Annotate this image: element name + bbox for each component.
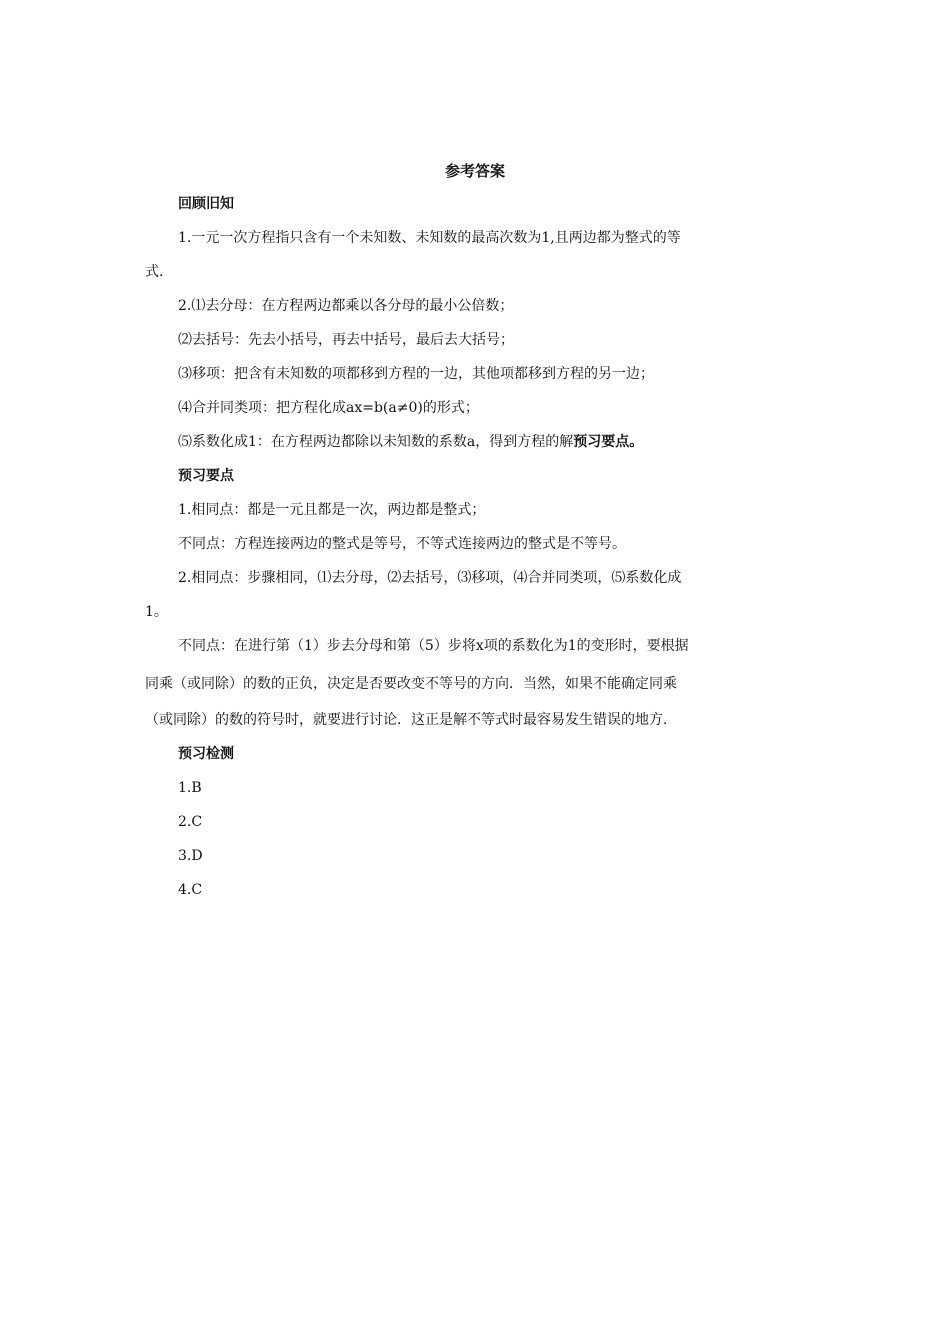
check-answer-1: 1.B	[178, 780, 202, 796]
points-item-1-difference: 不同点：方程连接两边的整式是等号，不等式连接两边的整式是不等号。	[178, 536, 626, 552]
review-item-2-step-1: 2.⑴去分母：在方程两边都乘以各分母的最小公倍数；	[178, 298, 514, 314]
page-title: 参考答案	[444, 162, 505, 180]
section-heading-review: 回顾旧知	[178, 196, 234, 212]
review-item-1-line-2: 式.	[145, 264, 164, 280]
section-heading-points: 预习要点	[178, 468, 234, 484]
points-item-2-difference-line-3: （或同除）的数的符号时，就要进行讨论．这正是解不等式时最容易发生错误的地方．	[145, 712, 677, 728]
check-answer-2: 2.C	[178, 814, 203, 830]
points-item-1: 1.相同点：都是一元且都是一次，两边都是整式；	[178, 502, 486, 518]
review-item-2-step-2: ⑵去括号：先去小括号，再去中括号，最后去大括号；	[178, 332, 514, 348]
points-item-2-line-2: 1。	[145, 604, 168, 620]
check-answer-3: 3.D	[178, 848, 203, 864]
points-item-2-difference-line-2: 同乘（或同除）的数的正负，决定是否要改变不等号的方向．当然，如果不能确定同乘	[145, 676, 677, 692]
review-item-2-step-5	[178, 432, 643, 452]
review-item-2-step-5-text: ⑸系数化成1：在方程两边都除以未知数的系数a，得到方程的解	[178, 434, 574, 450]
points-item-2-difference-line-1: 不同点：在进行第（1）步去分母和第（5）步将x项的系数化为1的变形时，要根据	[178, 638, 689, 654]
review-item-2-step-4: ⑷合并同类项：把方程化成ax=b(a≠0)的形式；	[178, 400, 479, 416]
check-answer-4: 4.C	[178, 882, 203, 898]
review-item-2-step-3: ⑶移项：把含有未知数的项都移到方程的一边，其他项都移到方程的另一边；	[178, 366, 654, 382]
review-item-2-step-5-bold: 预习要点。	[573, 434, 644, 450]
points-item-2-line-1: 2.相同点：步骤相同，⑴去分母，⑵去括号，⑶移项，⑷合并同类项，⑸系数化成	[178, 570, 682, 586]
review-item-1-line-1: 1.一元一次方程指只含有一个未知数、未知数的最高次数为1,且两边都为整式的等	[178, 230, 681, 246]
section-heading-check: 预习检测	[178, 746, 234, 762]
